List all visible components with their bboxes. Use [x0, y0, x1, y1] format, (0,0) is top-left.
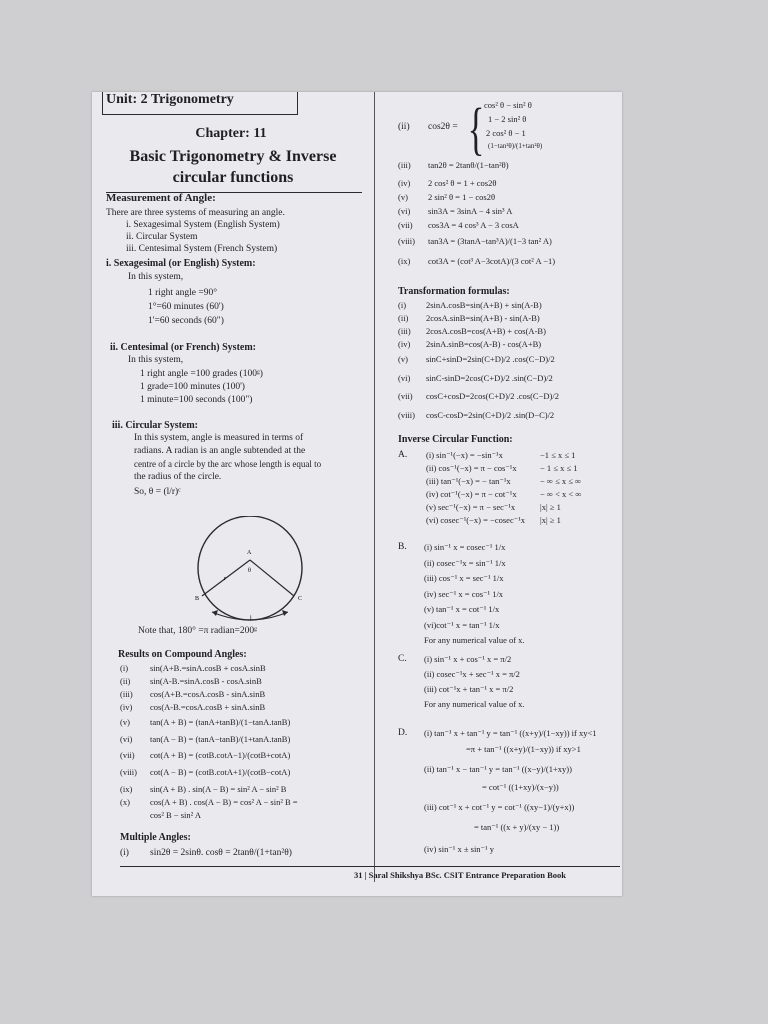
centesimal-heading: ii. Centesimal (or French) System: — [110, 342, 256, 353]
group-a-label: A. — [398, 450, 408, 460]
inverse-a-formula: (v) sec⁻¹(−x) = π − sec⁻¹x — [426, 502, 516, 512]
compound-num: (viii) — [120, 767, 137, 777]
transform-num: (iv) — [398, 339, 411, 349]
group-d-label: D. — [398, 728, 408, 738]
radian-circle-diagram — [188, 516, 318, 626]
sexagesimal-line: 1°=60 minutes (60') — [148, 302, 224, 312]
inverse-a-formula: (i) sin⁻¹(−x) = −sin⁻¹x — [426, 450, 503, 460]
cos2-case: cos² θ − sin² θ — [484, 100, 532, 110]
inverse-a-condition: − ∞ ≤ x ≤ ∞ — [540, 476, 582, 486]
multi-num: (viii) — [398, 236, 415, 246]
inverse-b-formula: For any numerical value of x. — [424, 635, 525, 645]
compound-formula: cos(A-B.=cosA.cosB + sinA.sinB — [150, 702, 266, 712]
multi-formula: tan3A = (3tanA−tan³A)/(1−3 tan² A) — [428, 236, 552, 246]
compound-formula: sin(A-B.=sinA.cosB - cosA.sinB — [150, 676, 262, 686]
unit-title: Unit: 2 Trigonometry — [106, 92, 234, 107]
measurement-intro: There are three systems of measuring an angle. — [106, 208, 285, 218]
system-item: iii. Centesimal System (French System) — [126, 244, 278, 254]
compound-num: (iv) — [120, 702, 133, 712]
compound-num: (x) — [120, 797, 130, 807]
centesimal-line: 1 right angle =100 grades (100ᵍ) — [140, 369, 263, 379]
compound-num: (ix) — [120, 784, 133, 794]
transform-num: (viii) — [398, 410, 415, 420]
centesimal-line: In this system, — [128, 355, 184, 365]
transformation-heading: Transformation formulas: — [398, 286, 510, 297]
multi-num: (v) — [398, 192, 408, 202]
inverse-d-formula: = tan⁻¹ ((x + y)/(xy − 1)) — [474, 822, 560, 832]
multiple-num: (i) — [120, 848, 129, 858]
inverse-d-formula: (iii) cot⁻¹ x + cot⁻¹ y = cot⁻¹ ((xy−1)/(y+x)) — [424, 802, 575, 812]
inverse-d-formula: (iv) sin⁻¹ x ± sin⁻¹ y — [424, 844, 494, 854]
radian-formula: So, θ = (l/r)ᶜ — [134, 487, 181, 497]
cos2-lhs: cos2θ = — [428, 122, 458, 132]
compound-formula: tan(A − B) = (tanA−tanB)/(1+tanA.tanB) — [150, 734, 291, 744]
centesimal-line: 1 grade=100 minutes (100') — [140, 382, 245, 392]
transform-num: (vi) — [398, 373, 411, 383]
measurement-heading: Measurement of Angle: — [106, 192, 216, 204]
circular-line: centre of a circle by the arc whose length is equal to — [134, 459, 322, 469]
inverse-b-formula: (i) sin⁻¹ x = cosec⁻¹ 1/x — [424, 542, 506, 552]
sexagesimal-line: 1 right angle =90° — [148, 288, 218, 298]
page-footer: 31 | Saral Shikshya BSc. CSIT Entrance Preparation Book — [354, 870, 566, 880]
cos2-case: (1−tan²θ)/(1+tan²θ) — [488, 142, 543, 150]
label-l: l — [250, 616, 252, 622]
compound-formula: tan(A + B) = (tanA+tanB)/(1−tanA.tanB) — [150, 717, 291, 727]
cos2-brace: { — [467, 96, 485, 161]
compound-num: (vi) — [120, 734, 133, 744]
transform-formula: sinC+sinD=2sin(C+D)/2 .cos(C−D)/2 — [426, 354, 555, 364]
label-a: A — [247, 550, 252, 556]
inverse-a-condition: |x| ≥ 1 — [540, 515, 561, 525]
system-item: ii. Circular System — [126, 232, 198, 242]
multiple-formula: sin2θ = 2sinθ. cosθ = 2tanθ/(1+tan²θ) — [150, 848, 292, 858]
compound-formula: sin(A+B.=sinA.cosB + cosA.sinB — [150, 663, 266, 673]
inverse-b-formula: (iii) cos⁻¹ x = sec⁻¹ 1/x — [424, 573, 504, 583]
label-c: C — [298, 596, 303, 602]
cos2-num: (ii) — [398, 122, 410, 132]
inverse-a-condition: |x| ≥ 1 — [540, 502, 561, 512]
multi-formula: 2 sin² θ = 1 − cos2θ — [428, 192, 496, 202]
compound-formula: cos² B − sin² A — [150, 810, 201, 820]
inverse-c-formula: (ii) cosec⁻¹x + sec⁻¹ x = π/2 — [424, 669, 520, 679]
compound-formula: sin(A + B) . sin(A − B) = sin² A − sin² B — [150, 784, 287, 794]
compound-formula: cos(A+B.=cosA.cosB - sinA.sinB — [150, 689, 266, 699]
column-divider — [374, 92, 375, 882]
transform-num: (vii) — [398, 391, 413, 401]
compound-num: (v) — [120, 717, 130, 727]
system-item: i. Sexagesimal System (English System) — [126, 220, 280, 230]
group-b-label: B. — [398, 542, 407, 552]
transform-num: (i) — [398, 300, 407, 310]
label-theta: θ — [248, 568, 251, 574]
transform-formula: 2sinA.sinB=cos(A-B) - cos(A+B) — [426, 339, 542, 349]
inverse-b-formula: (vi)cot⁻¹ x = tan⁻¹ 1/x — [424, 619, 500, 630]
chapter-title: Basic Trigonometry & Inverse circular functions — [129, 148, 337, 186]
inverse-a-condition: −1 ≤ x ≤ 1 — [540, 450, 576, 460]
multi-formula: sin3A = 3sinA − 4 sin³ A — [428, 206, 513, 216]
inverse-c-formula: (i) sin⁻¹ x + cos⁻¹ x = π/2 — [424, 654, 512, 664]
inverse-d-formula: =π + tan⁻¹ ((x+y)/(1−xy)) if xy>1 — [466, 744, 581, 754]
inverse-c-formula: For any numerical value of x. — [424, 699, 525, 709]
multi-formula: cot3A = (cot³ A−3cotA)/(3 cot² A −1) — [428, 256, 556, 266]
multi-num: (vii) — [398, 220, 413, 230]
footer-rule — [120, 866, 620, 867]
sexagesimal-line: In this system, — [128, 272, 184, 282]
transform-formula: 2cosA.sinB=sin(A+B) - sin(A-B) — [426, 313, 540, 323]
note-line: Note that, 180° =π radian=200ᵍ — [138, 626, 257, 636]
multiple-heading: Multiple Angles: — [120, 832, 191, 843]
inverse-a-condition: − ∞ < x < ∞ — [540, 489, 582, 499]
inverse-heading: Inverse Circular Function: — [398, 434, 513, 445]
compound-num: (ii) — [120, 676, 131, 686]
chapter-number: Chapter: 11 — [195, 126, 267, 141]
multi-num: (iv) — [398, 178, 411, 188]
compound-formula: cot(A + B) = (cotB.cotA−1)/(cotB+cotA) — [150, 750, 291, 760]
circular-line: the radius of the circle. — [134, 472, 222, 482]
circular-line: radians. A radian is an angle subtended at the — [134, 446, 306, 456]
multi-num: (ix) — [398, 256, 411, 266]
transform-formula: sinC-sinD=2cos(C+D)/2 .sin(C−D)/2 — [426, 373, 553, 383]
multi-formula: cos3A = 4 cos³ A − 3 cosA — [428, 220, 519, 230]
inverse-b-formula: (iv) sec⁻¹ x = cos⁻¹ 1/x — [424, 588, 504, 599]
inverse-a-formula: (iii) tan⁻¹(−x) = − tan⁻¹x — [426, 476, 511, 486]
cos2-case: 2 cos² θ − 1 — [486, 128, 526, 138]
inverse-a-formula: (vi) cosec⁻¹(−x) = −cosec⁻¹x — [426, 515, 526, 525]
inverse-b-formula: (v) tan⁻¹ x = cot⁻¹ 1/x — [424, 604, 500, 614]
multi-formula: 2 cos² θ = 1 + cos2θ — [428, 178, 497, 188]
transform-formula: cosC+cosD=2cos(C+D)/2 .cos(C−D)/2 — [426, 391, 559, 401]
inverse-a-formula: (iv) cot⁻¹(−x) = π − cot⁻¹x — [426, 489, 517, 499]
inverse-d-formula: (ii) tan⁻¹ x − tan⁻¹ y = tan⁻¹ ((x−y)/(1+xy)) — [424, 764, 572, 774]
inverse-a-formula: (ii) cos⁻¹(−x) = π − cos⁻¹x — [426, 463, 517, 473]
transform-formula: 2sinA.cosB=sin(A+B) + sin(A-B) — [426, 300, 542, 310]
sexagesimal-heading: i. Sexagesimal (or English) System: — [106, 258, 256, 269]
circular-line: In this system, angle is measured in terms of — [134, 433, 304, 443]
compound-heading: Results on Compound Angles: — [118, 649, 247, 660]
group-c-label: C. — [398, 654, 407, 664]
sexagesimal-line: 1'=60 seconds (60") — [148, 316, 224, 326]
inverse-d-formula: (i) tan⁻¹ x + tan⁻¹ y = tan⁻¹ ((x+y)/(1−xy)) if xy<1 — [424, 728, 597, 738]
multi-num: (vi) — [398, 206, 411, 216]
multi-num: (iii) — [398, 160, 411, 170]
compound-num: (vii) — [120, 750, 135, 760]
compound-num: (iii) — [120, 689, 133, 699]
book-page — [92, 92, 622, 896]
label-b: B — [195, 596, 200, 602]
inverse-d-formula: = cot⁻¹ ((1+xy)/(x−y)) — [482, 782, 559, 792]
circular-heading: iii. Circular System: — [112, 420, 199, 431]
transform-formula: 2cosA.cosB=cos(A+B) + cos(A-B) — [426, 326, 546, 336]
inverse-b-formula: (ii) cosec⁻¹x = sin⁻¹ 1/x — [424, 557, 506, 568]
compound-formula: cot(A − B) = (cotB.cotA+1)/(cotB−cotA) — [150, 767, 291, 777]
compound-formula: cos(A + B) . cos(A − B) = cos² A − sin² B = — [150, 797, 298, 807]
inverse-c-formula: (iii) cot⁻¹x + tan⁻¹ x = π/2 — [424, 684, 514, 694]
inverse-a-condition: − 1 ≤ x ≤ 1 — [540, 463, 578, 473]
transform-formula: cosC-cosD=2sin(C+D)/2 .sin(D−C)/2 — [426, 410, 555, 420]
multi-formula: tan2θ = 2tanθ/(1−tan²θ) — [428, 160, 509, 170]
transform-num: (iii) — [398, 326, 411, 336]
transform-num: (v) — [398, 354, 408, 364]
compound-num: (i) — [120, 663, 129, 673]
centesimal-line: 1 minute=100 seconds (100") — [140, 395, 253, 405]
label-r: r — [224, 576, 226, 582]
transform-num: (ii) — [398, 313, 409, 323]
cos2-case: 1 − 2 sin² θ — [488, 114, 527, 124]
